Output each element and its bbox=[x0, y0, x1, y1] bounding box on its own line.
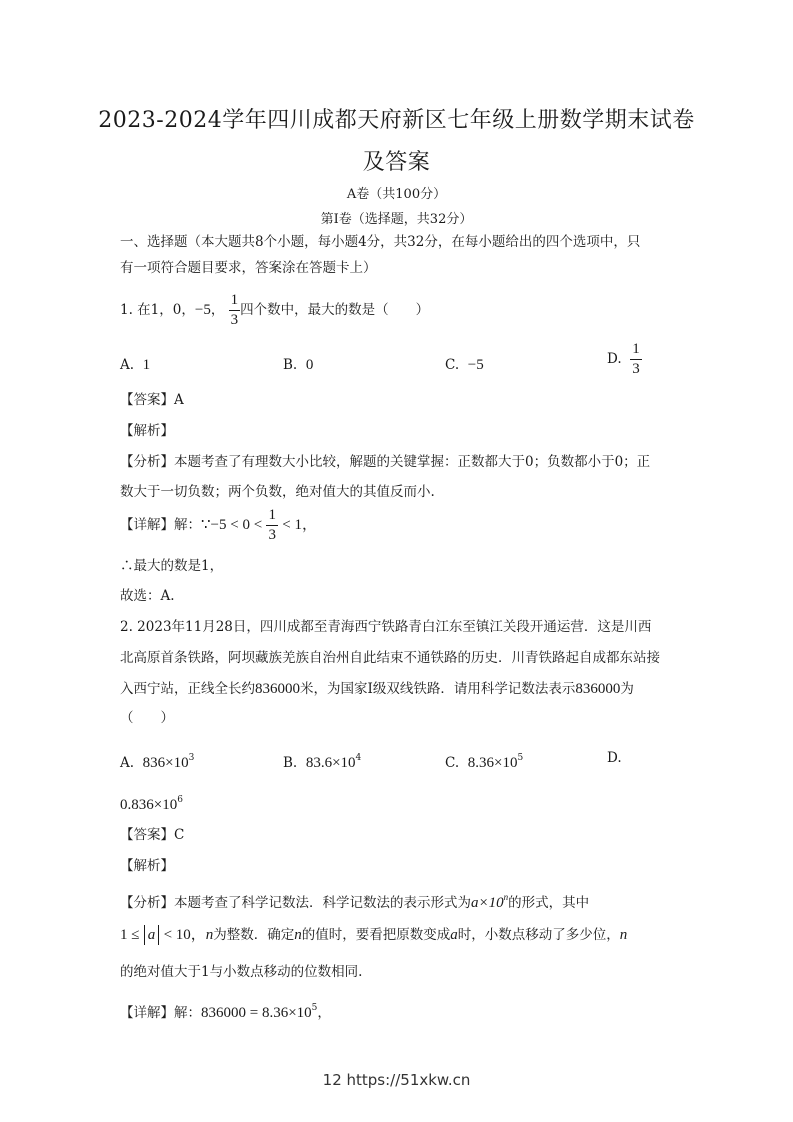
stem-text: 入西宁站，正线全长约 bbox=[120, 681, 255, 697]
q2-stem-line1: 2. 2023年11月28日，四川成都至青海西宁铁路青白江东至镇江关段开通运营．这是川西 bbox=[120, 619, 652, 635]
option-base: 836×10 bbox=[142, 755, 189, 771]
exam-title-line1: 2023-2024学年四川成都天府新区七年级上册数学期末试卷 bbox=[98, 108, 695, 133]
var-n: n bbox=[294, 927, 302, 943]
stem-number: 836000 bbox=[255, 681, 300, 697]
q2-stem-line2: 北高原首条铁路，阿坝藏族羌族自治州自此结束不通铁路的历史．川青铁路起自成都东站接 bbox=[120, 650, 660, 666]
option-label: C. bbox=[445, 755, 460, 771]
q1-option-d-fraction bbox=[630, 342, 642, 377]
option-value: −5 bbox=[467, 357, 484, 373]
question-1-stem bbox=[120, 293, 429, 328]
q1-analysis-line2: 数大于一切负数；两个负数，绝对值大的其值反而小. bbox=[120, 484, 435, 500]
frac-den: 3 bbox=[268, 527, 276, 543]
stem-number: 836000 bbox=[575, 681, 621, 697]
option-label: A. bbox=[120, 357, 135, 373]
q2-analysis-line2 bbox=[120, 925, 627, 945]
volume-a-heading: A卷（共100分） bbox=[346, 187, 447, 202]
var-n: n bbox=[205, 927, 214, 943]
option-base: 83.6×10 bbox=[305, 755, 356, 771]
q2-option-d-value bbox=[120, 790, 183, 815]
option-exponent: 4 bbox=[355, 753, 362, 763]
var-n: n bbox=[619, 927, 628, 943]
q2-analysis-line1 bbox=[120, 887, 589, 913]
q1-detail bbox=[120, 508, 317, 543]
q1-option-d bbox=[607, 342, 642, 377]
q2-option-b bbox=[283, 748, 361, 773]
q2-analysis-line3: 的绝对值大于1与小数点移动的位数相同. bbox=[120, 964, 363, 980]
q2-analysis-heading: 【解析】 bbox=[120, 858, 174, 874]
option-label: D. bbox=[607, 351, 622, 367]
frac-num: 1 bbox=[266, 508, 278, 526]
frac-num: 1 bbox=[630, 342, 642, 360]
detail-end: ， bbox=[317, 1005, 331, 1021]
analysis-text: 【分析】本题考查了科学记数法．科学记数法的表示形式为 bbox=[120, 895, 471, 911]
q1-frac-den: 3 bbox=[230, 312, 239, 328]
option-exponent: 5 bbox=[517, 753, 524, 763]
q1-suffix: 四个数中，最大的数是（ ） bbox=[240, 302, 430, 318]
option-exponent: 6 bbox=[177, 795, 183, 805]
q1-fraction bbox=[229, 293, 241, 328]
option-label: A. bbox=[120, 755, 135, 771]
option-exponent: 3 bbox=[188, 753, 195, 763]
q2-option-a bbox=[120, 748, 194, 773]
option-value: 0 bbox=[305, 357, 314, 373]
stem-text: 为 bbox=[620, 681, 634, 697]
section-intro-line1: 一、选择题（本大题共8个小题，每小题4分，共32分，在每小题给出的四个选项中，只 bbox=[120, 234, 641, 250]
q1-analysis-line1: 【分析】本题考查了有理数大小比较，解题的关键掌握：正数都大于0；负数都小于0；正 bbox=[120, 454, 651, 470]
detail-exponent: 5 bbox=[311, 1003, 318, 1013]
detail-prefix: 【详解】解： bbox=[120, 1005, 201, 1021]
detail-math-right: < 1， bbox=[282, 517, 317, 533]
exam-title-line2: 及答案 bbox=[362, 150, 431, 175]
section-intro-line2: 有一项符合题目要求，答案涂在答题卡上） bbox=[120, 260, 377, 276]
abs-var: a bbox=[147, 927, 156, 943]
q1-option-a bbox=[120, 355, 150, 375]
option-label: C. bbox=[445, 357, 460, 373]
q2-answer: 【答案】C bbox=[120, 827, 185, 843]
inequality-left: 1 ≤ bbox=[120, 927, 140, 943]
q2-stem-line3 bbox=[120, 679, 634, 699]
q1-analysis-heading: 【解析】 bbox=[120, 423, 174, 439]
option-value: 1 bbox=[142, 357, 151, 373]
q2-option-c bbox=[445, 748, 523, 773]
option-label: B. bbox=[283, 755, 298, 771]
q2-option-d-label: D. bbox=[607, 750, 622, 766]
q1-choice: 故选：A. bbox=[120, 588, 175, 604]
q1-prefix: 1. 在1，0， bbox=[120, 302, 195, 318]
q1-conclusion: ∴最大的数是1， bbox=[120, 558, 224, 574]
analysis-text: 的值时，要看把原数变成 bbox=[301, 927, 451, 943]
option-base: 0.836×10 bbox=[120, 797, 178, 813]
analysis-text: 时，小数点移动了多少位， bbox=[457, 927, 620, 943]
formula-base: a×10 bbox=[471, 895, 504, 911]
q1-neg5: −5 bbox=[194, 302, 211, 318]
q2-detail bbox=[120, 998, 331, 1023]
analysis-text: 为整数．确定 bbox=[213, 927, 295, 943]
analysis-formula bbox=[471, 892, 509, 911]
detail-prefix: 【详解】解： bbox=[120, 517, 201, 533]
formula-exponent: n bbox=[503, 892, 509, 902]
q1-answer: 【答案】A bbox=[120, 392, 184, 408]
q1-frac-num: 1 bbox=[229, 293, 241, 311]
absolute-value bbox=[144, 925, 160, 945]
q2-stem-line4: （ ） bbox=[120, 710, 174, 726]
q1-detail-fraction bbox=[266, 508, 278, 543]
q1-option-b bbox=[283, 355, 313, 375]
q1-comma: ， bbox=[210, 302, 225, 318]
frac-den: 3 bbox=[632, 361, 640, 377]
var-a: a bbox=[450, 927, 458, 943]
option-base: 8.36×10 bbox=[467, 755, 518, 771]
inequality-right: < 10， bbox=[163, 927, 206, 943]
q1-option-c bbox=[445, 355, 484, 375]
stem-text: 米，为国家Ⅰ级双线铁路．请用科学记数法表示 bbox=[300, 681, 576, 697]
option-label: B. bbox=[283, 357, 298, 373]
detail-math: 836000 = 8.36×10 bbox=[201, 1005, 312, 1021]
analysis-text: 的形式，其中 bbox=[508, 895, 590, 911]
part-one-heading: 第Ⅰ卷（选择题，共32分） bbox=[320, 212, 473, 227]
page-footer: 12 https://51xkw.cn bbox=[322, 1071, 471, 1089]
detail-math-left: ∵−5 < 0 < bbox=[201, 517, 263, 533]
